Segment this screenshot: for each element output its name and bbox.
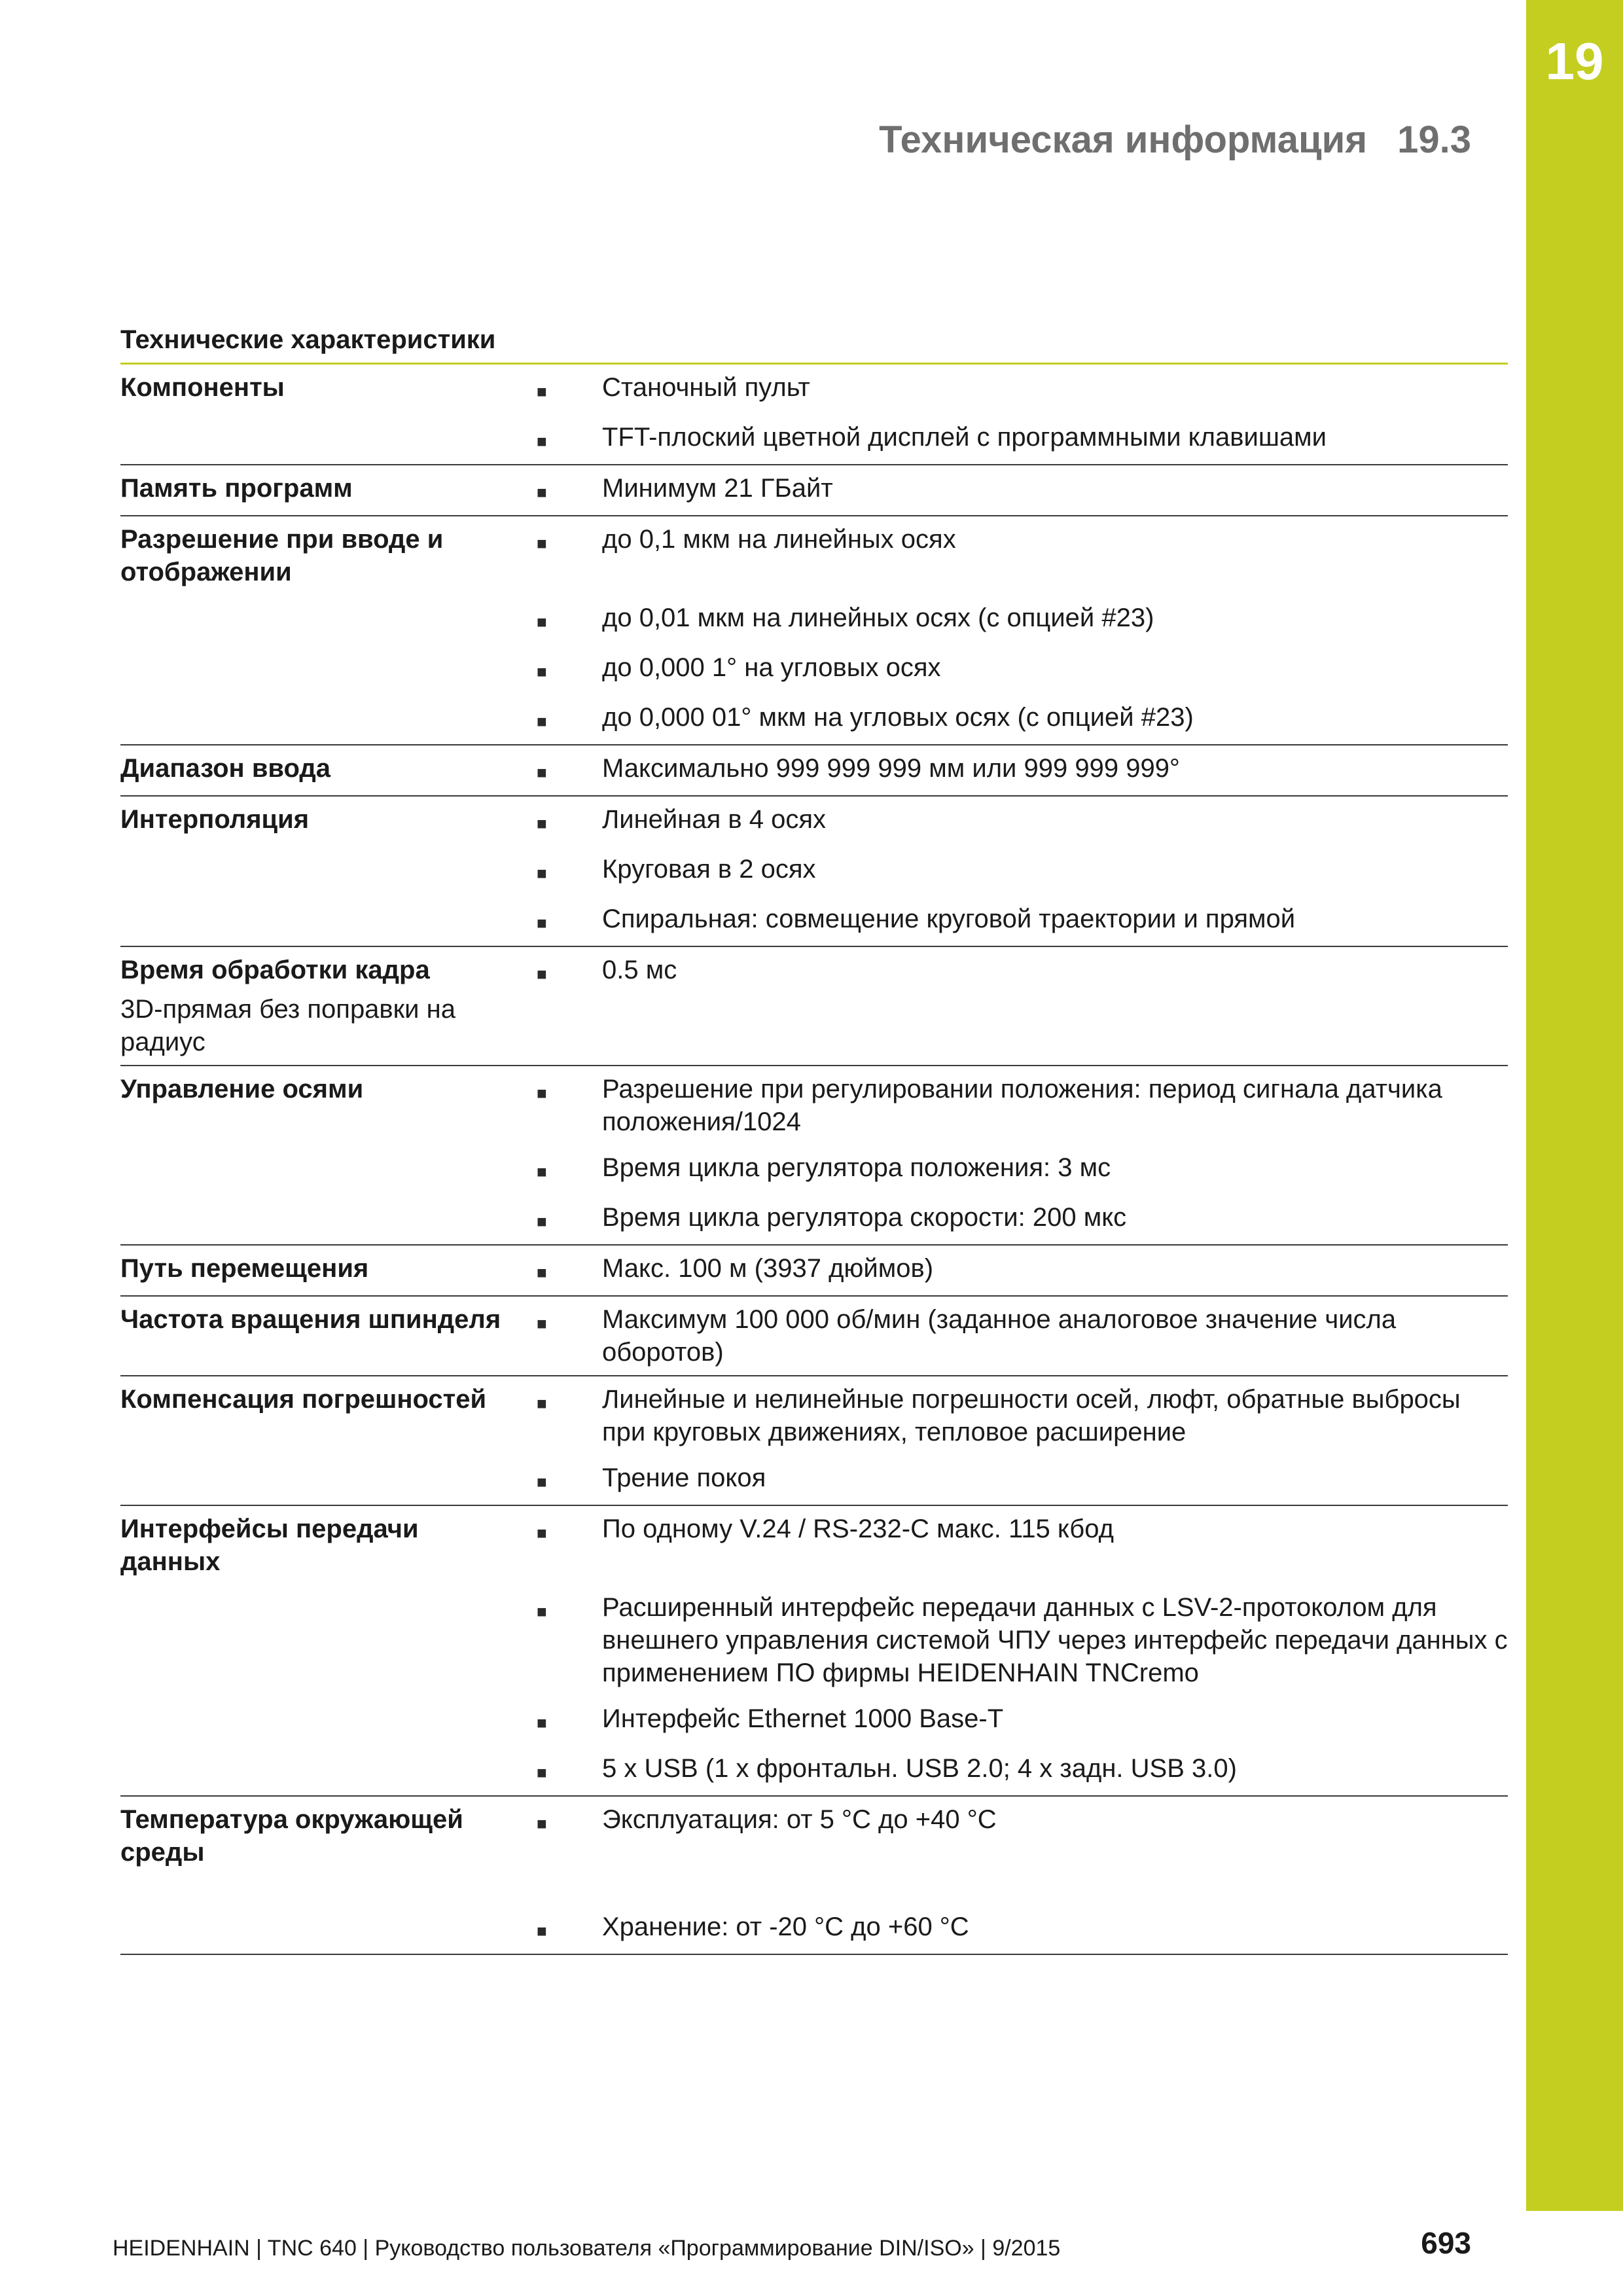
spec-table: [120, 318, 1508, 1955]
spec-value: Круговая в 2 осях: [602, 855, 816, 884]
spec-label: Компоненты: [120, 373, 285, 402]
table-row: [120, 1066, 1508, 1145]
spec-label: Память программ: [120, 474, 353, 503]
spec-label-cell: [120, 465, 530, 516]
chapter-number: 19: [1545, 32, 1604, 90]
table-row: [120, 364, 1508, 415]
spec-label-cell: [120, 364, 530, 415]
bullet-icon: ■: [537, 1523, 547, 1543]
table-row: [120, 595, 1508, 645]
spec-value: 0.5 мс: [602, 946, 1508, 1066]
spec-label-cell: [120, 1245, 530, 1296]
bullet-icon: ■: [530, 946, 602, 1066]
table-row: [120, 1585, 1508, 1696]
table-row: [120, 1875, 1508, 1954]
spec-label-cell: [120, 896, 530, 946]
table-row: [120, 1796, 1508, 1875]
table-row: [120, 1245, 1508, 1296]
spec-label: Управление осями: [120, 1075, 364, 1103]
spec-value: Время цикла регулятора положения: 3 мс: [602, 1153, 1111, 1182]
bullet-icon: ■: [537, 1083, 547, 1103]
spec-label: Разрешение при вводе и отображении: [120, 525, 444, 586]
bullet-icon: ■: [537, 533, 547, 553]
spec-label: Путь перемещения: [120, 1254, 369, 1283]
spec-value: Спиральная: совмещение круговой траектории и прямой: [602, 896, 1508, 946]
bullet-icon: ■: [530, 1455, 602, 1505]
spec-value: Трение покоя: [602, 1455, 1508, 1505]
page-number: 693: [1421, 2226, 1471, 2260]
bullet-icon: ■: [530, 465, 602, 516]
footer-text: HEIDENHAIN | TNC 640 | Руководство пользователя «Программирование DIN/ISO» | 9/2015: [113, 2236, 1061, 2261]
table-row: [120, 1505, 1508, 1585]
spec-label: Диапазон ввода: [120, 754, 331, 783]
spec-label-cell: [120, 1296, 530, 1376]
spec-value: TFT-плоский цветной дисплей с программными клавишами: [602, 414, 1508, 465]
spec-value: до 0,000 1° на угловых осях: [602, 653, 941, 682]
spec-label-cell: [120, 846, 530, 896]
bullet-icon: ■: [537, 382, 547, 401]
bullet-icon: ■: [537, 814, 547, 833]
spec-label-cell: [120, 1796, 530, 1875]
spec-label-cell: [120, 414, 530, 465]
table-row: [120, 1194, 1508, 1245]
bullet-icon: ■: [530, 694, 602, 745]
spec-value: Хранение: от -20 °C до +60 °C: [602, 1875, 1508, 1954]
spec-label: Интерфейсы передачи данных: [120, 1515, 419, 1576]
table-row: [120, 414, 1508, 465]
spec-label-cell: [120, 1696, 530, 1746]
spec-label-cell: [120, 1875, 530, 1954]
spec-value: Минимум 21 ГБайт: [602, 465, 1508, 516]
spec-label: Температура окружающей среды: [120, 1805, 463, 1867]
bullet-icon: ■: [537, 1602, 547, 1621]
spec-value: Линейные и нелинейные погрешности осей, люфт, обратные выбросы при круговых движениях, тепловое расширение: [602, 1385, 1461, 1446]
spec-value: По одному V.24 / RS-232-C макс. 115 кбод: [602, 1515, 1114, 1543]
spec-label-cell: [120, 694, 530, 745]
bullet-icon: ■: [537, 662, 547, 681]
section-title: Техническая информация: [879, 118, 1368, 161]
spec-label-cell: [120, 516, 530, 595]
section-header: [879, 118, 1471, 162]
spec-label-cell: [120, 1585, 530, 1696]
spec-value: Максимум 100 000 об/мин (заданное аналоговое значение числа оборотов): [602, 1296, 1508, 1376]
spec-label-cell: [120, 1194, 530, 1245]
spec-label-cell: [120, 1746, 530, 1796]
spec-value: до 0,01 мкм на линейных осях (с опцией #23): [602, 603, 1154, 632]
bullet-icon: ■: [537, 1713, 547, 1732]
bullet-icon: ■: [530, 1194, 602, 1245]
spec-label-cell: [120, 1455, 530, 1505]
table-row: [120, 796, 1508, 846]
bullet-icon: ■: [537, 612, 547, 632]
bullet-icon: ■: [530, 414, 602, 465]
table-row: [120, 1696, 1508, 1746]
spec-table-body: [120, 364, 1508, 1955]
bullet-icon: ■: [537, 863, 547, 883]
bullet-icon: ■: [537, 1814, 547, 1833]
table-row: [120, 516, 1508, 595]
spec-value: Станочный пульт: [602, 373, 810, 402]
bullet-icon: ■: [537, 1393, 547, 1413]
spec-label-cell: [120, 946, 530, 1066]
spec-label: Частота вращения шпинделя: [120, 1305, 501, 1334]
table-row: [120, 1746, 1508, 1796]
table-row: [120, 745, 1508, 796]
spec-label-cell: [120, 1376, 530, 1455]
spec-label-cell: [120, 796, 530, 846]
bullet-icon: ■: [530, 745, 602, 796]
bullet-icon: ■: [530, 1746, 602, 1796]
spec-value: до 0,000 01° мкм на угловых осях (с опцией #23): [602, 694, 1508, 745]
spec-label-cell: [120, 1505, 530, 1585]
chapter-tab-bar: [1526, 0, 1623, 2211]
spec-value: Время цикла регулятора скорости: 200 мкс: [602, 1194, 1508, 1245]
bullet-icon: ■: [537, 1162, 547, 1181]
spec-value: Разрешение при регулировании положения: период сигнала датчика положения/1024: [602, 1075, 1442, 1136]
table-heading: Технические характеристики: [120, 318, 1508, 364]
spec-label: Компенсация погрешностей: [120, 1385, 487, 1414]
spec-label-cell: [120, 595, 530, 645]
spec-value: до 0,1 мкм на линейных осях: [602, 525, 956, 554]
spec-label: Интерполяция: [120, 805, 310, 834]
spec-value: Максимально 999 999 999 мм или 999 999 999°: [602, 745, 1508, 796]
table-row: [120, 694, 1508, 745]
spec-label-cell: [120, 645, 530, 694]
spec-label-cell: [120, 1066, 530, 1145]
section-number: 19.3: [1397, 118, 1471, 161]
table-row: [120, 645, 1508, 694]
spec-value: Макс. 100 м (3937 дюймов): [602, 1245, 1508, 1296]
spec-label: Время обработки кадра: [120, 956, 430, 984]
spec-value: Эксплуатация: от 5 °C до +40 °C: [602, 1805, 997, 1834]
table-row: [120, 896, 1508, 946]
spec-value: Интерфейс Ethernet 1000 Base-T: [602, 1704, 1004, 1733]
table-row: [120, 1455, 1508, 1505]
table-row: [120, 846, 1508, 896]
table-row: [120, 465, 1508, 516]
table-row: [120, 946, 1508, 1066]
bullet-icon: ■: [530, 1245, 602, 1296]
table-row: [120, 1145, 1508, 1194]
bullet-icon: ■: [530, 1875, 602, 1954]
table-header-row: [120, 318, 1508, 364]
table-row: [120, 1376, 1508, 1455]
bullet-icon: ■: [530, 896, 602, 946]
spec-value: Линейная в 4 осях: [602, 805, 827, 834]
spec-sublabel: 3D-прямая без поправки на радиус: [120, 995, 455, 1056]
spec-value: 5 x USB (1 x фронтальн. USB 2.0; 4 x задн. USB 3.0): [602, 1746, 1508, 1796]
table-row: [120, 1296, 1508, 1376]
bullet-icon: ■: [530, 1296, 602, 1376]
spec-value: Расширенный интерфейс передачи данных с LSV-2-протоколом для внешнего управления системой ЧПУ через интерфейс передачи данных с применением ПО фирмы HEIDENHAIN TNCremo: [602, 1593, 1508, 1687]
spec-label-cell: [120, 1145, 530, 1194]
spec-label-cell: [120, 745, 530, 796]
